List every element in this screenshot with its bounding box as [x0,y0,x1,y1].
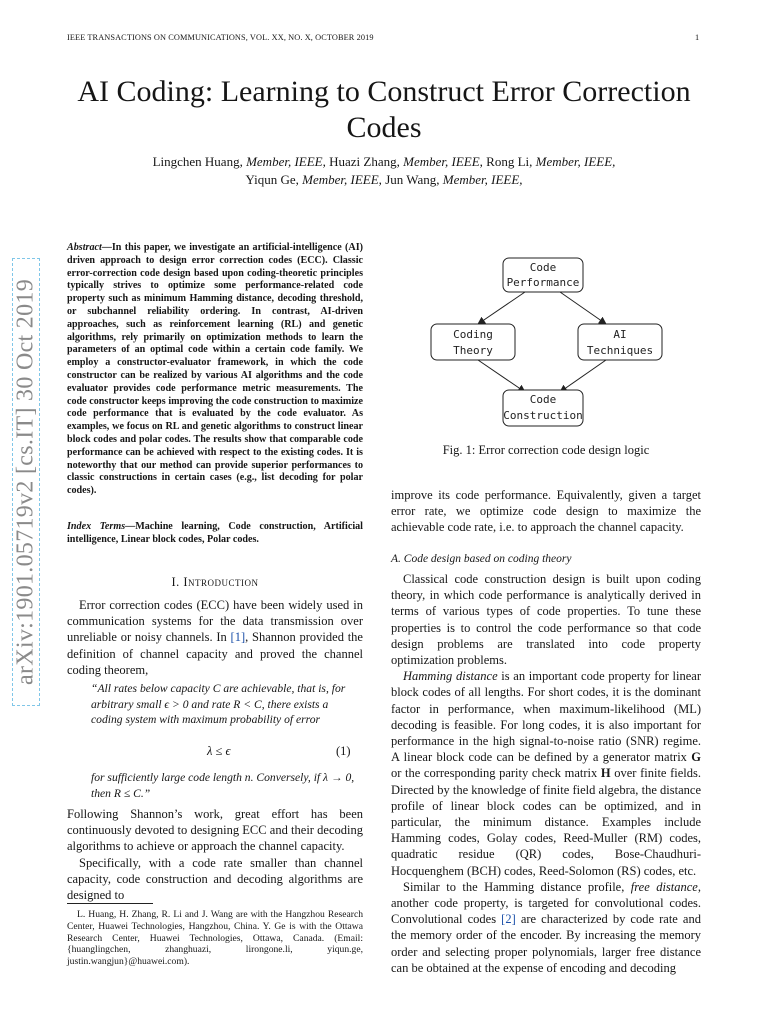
arxiv-stamp[interactable] [12,258,40,706]
author-name: Huazi Zhang, [329,154,400,169]
author-role: Member, IEEE, [302,172,382,187]
node-ai-techniques [578,324,662,360]
figure-caption: Fig. 1: Error correction code design logic [442,443,650,457]
node-label: Theory [453,344,493,357]
title-line-2: Codes [346,111,422,144]
node-label: Performance [506,276,580,289]
shannon-quote-end: for sufficiently large code length n. Conversely, if λ → 0, then R ≤ C.” [91,771,355,800]
subsection-heading: A. Code design based on coding theory [391,553,572,565]
author-role: Member, IEEE, [403,154,483,169]
author-list [60,153,708,189]
index-terms-label: Index Terms [67,521,126,532]
node-code-performance [503,258,583,292]
page-number: 1 [695,33,700,42]
node-code-construction [503,390,583,426]
intro-paragraph: Error correction codes (ECC) have been widely used in communication systems for the data transmission over unreliable or noisy channels. In [1], Shannon provided the definition of channel capacity and proved the channel coding theorem, [67,598,363,677]
paper-title [40,74,728,146]
abstract [67,242,363,498]
author-name: Lingchen Huang, [152,154,243,169]
node-label: Code [529,393,557,406]
edge-theory-to-construction [478,360,525,392]
intro-continuation: improve its code performance. Equivalently, given a target error rate, we optimize code design to maximize the achievable code rate, i.e. to approach the channel capacity. [391,488,701,535]
section-number: I. [171,575,180,589]
paragraph: Classical code construction design is built upon coding theory, in which code performance is analytically derived in terms of various types of code properties. To tune these properties is to control the code performance so that code design problems are translated into code property optimization problems. [391,572,701,668]
equation-body: λ ≤ ϵ [207,744,231,758]
author-role: Member, IEEE, [246,154,326,169]
edge-performance-to-ai [560,292,606,324]
node-label: Techniques [586,344,654,357]
paragraph: Similar to the Hamming distance profile, free distance, another code property, is targeted for convolutional codes. Convolutional codes [2] are characterized by code rate and the memory order of the encoder. By increasing the memory order and selecting proper polynomials, larger free distance can be obtained at the expense of encoding and decoding [391,879,701,975]
edge-performance-to-theory [478,292,525,324]
abstract-text: —In this paper, we investigate an artificial-intelligence (AI) driven approach to design error correction codes (ECC). Classic error-correction code design based upon coding-theoretic principles typically strives to optimize some performance-related code property such as minimum Hamming distance, decoding threshold, or subchannel reliability ordering. In contrast, AI-driven approaches, such as reinforcement learning (RL) and genetic algorithms, rely primarily on optimization methods to learn the parameters of an optimal code within a certain code family. We employ a constructor-evaluator framework, in which the code constructor can be realized by various AI algorithms and the code evaluator provides code performance metric measurements. The code constructor keeps improving the code construction to maximize code performance that is evaluated by the code evaluator. As examples, we focus on RL and genetic algorithms to construct linear block codes and polar codes. The results show that comparable code performance can be achieved with respect to the existing codes. It is noteworthy that our method can provide superior performances to classic constructions in certain cases (e.g., list decoding for polar codes). [67,242,363,497]
paragraph: Following Shannon’s work, great effort has been continuously devoted to designing ECC and their decoding algorithms to achieve or approach the channel capacity. [67,807,363,854]
paragraph: Specifically, with a code rate smaller than channel capacity, code construction and decoding algorithms are designed to [67,855,363,903]
author-footnote: L. Huang, H. Zhang, R. Li and J. Wang are with the Hangzhou Research Center, Huawei Technologies, Hangzhou, China. Y. Ge is with the Ottawa Research Center, Huawei Technologies, Ottawa, Canada. (Email: {huanglingchen, zhanghuazi, lirongone.li, yiqun.ge, justin.wangjun}@huawei.com). [67,909,363,968]
citation-link[interactable]: [2] [501,912,516,927]
node-label: Coding [453,328,493,341]
author-name: Rong Li, [486,154,533,169]
author-name: Yiqun Ge, [245,172,299,187]
author-name: Jun Wang, [385,172,440,187]
author-role: Member, IEEE, [535,154,616,169]
figure-1-diagram [420,252,670,432]
node-coding-theory [431,324,515,360]
shannon-quote: “All rates below capacity C are achievable, that is, for arbitrary small ϵ > 0 and rate R < C, there exists a coding system with maximum probability of error [91,682,346,726]
footnote-rule [67,903,153,904]
paragraph: Hamming distance is an important code property for linear block codes of all lengths. For short codes, it is the dominant factor in performance, when maximum-likelihood (ML) decoding is feasible. For long codes, it is also important for performance in the high signal-to-noise ratio (SNR) regime. A linear block code can be defined by a generator matrix G or the corresponding parity check matrix H over finite fields. Directed by the knowledge of finite field algebra, the distance profile of linear block codes can be optimized, and in particular, the minimum distance. Examples include Hamming codes, Golay codes, Reed-Muller (RM) codes, quadratic residue (QR) codes, Bose-Chaudhuri-Hocquenghem (BCH) codes, Reed-Solomon (RS) codes, etc. [391,669,701,878]
equation-number: (1) [336,744,351,758]
intro-continued [67,806,363,903]
section-title: Introduction [183,575,259,589]
index-terms-text: —Machine learning, Code construction, Artificial intelligence, Linear block codes, Polar codes. [67,521,363,545]
index-terms [67,521,363,547]
node-label: Construction [503,409,583,422]
section-heading [67,575,363,590]
node-label: Code [529,261,557,274]
running-header: IEEE TRANSACTIONS ON COMMUNICATIONS, VOL. XX, NO. X, OCTOBER 2019 [67,33,374,42]
abstract-label: Abstract [67,242,102,253]
node-label: AI [613,328,627,341]
arxiv-stamp-text: arXiv:1901.05719v2 [cs.IT] 30 Oct 2019 [12,279,39,685]
citation-link[interactable]: [1] [230,630,246,645]
edge-ai-to-construction [560,360,606,392]
subsection-a-body [391,571,701,976]
author-role: Member, IEEE, [442,172,523,187]
title-line-1: AI Coding: Learning to Construct Error Correction [77,75,691,108]
